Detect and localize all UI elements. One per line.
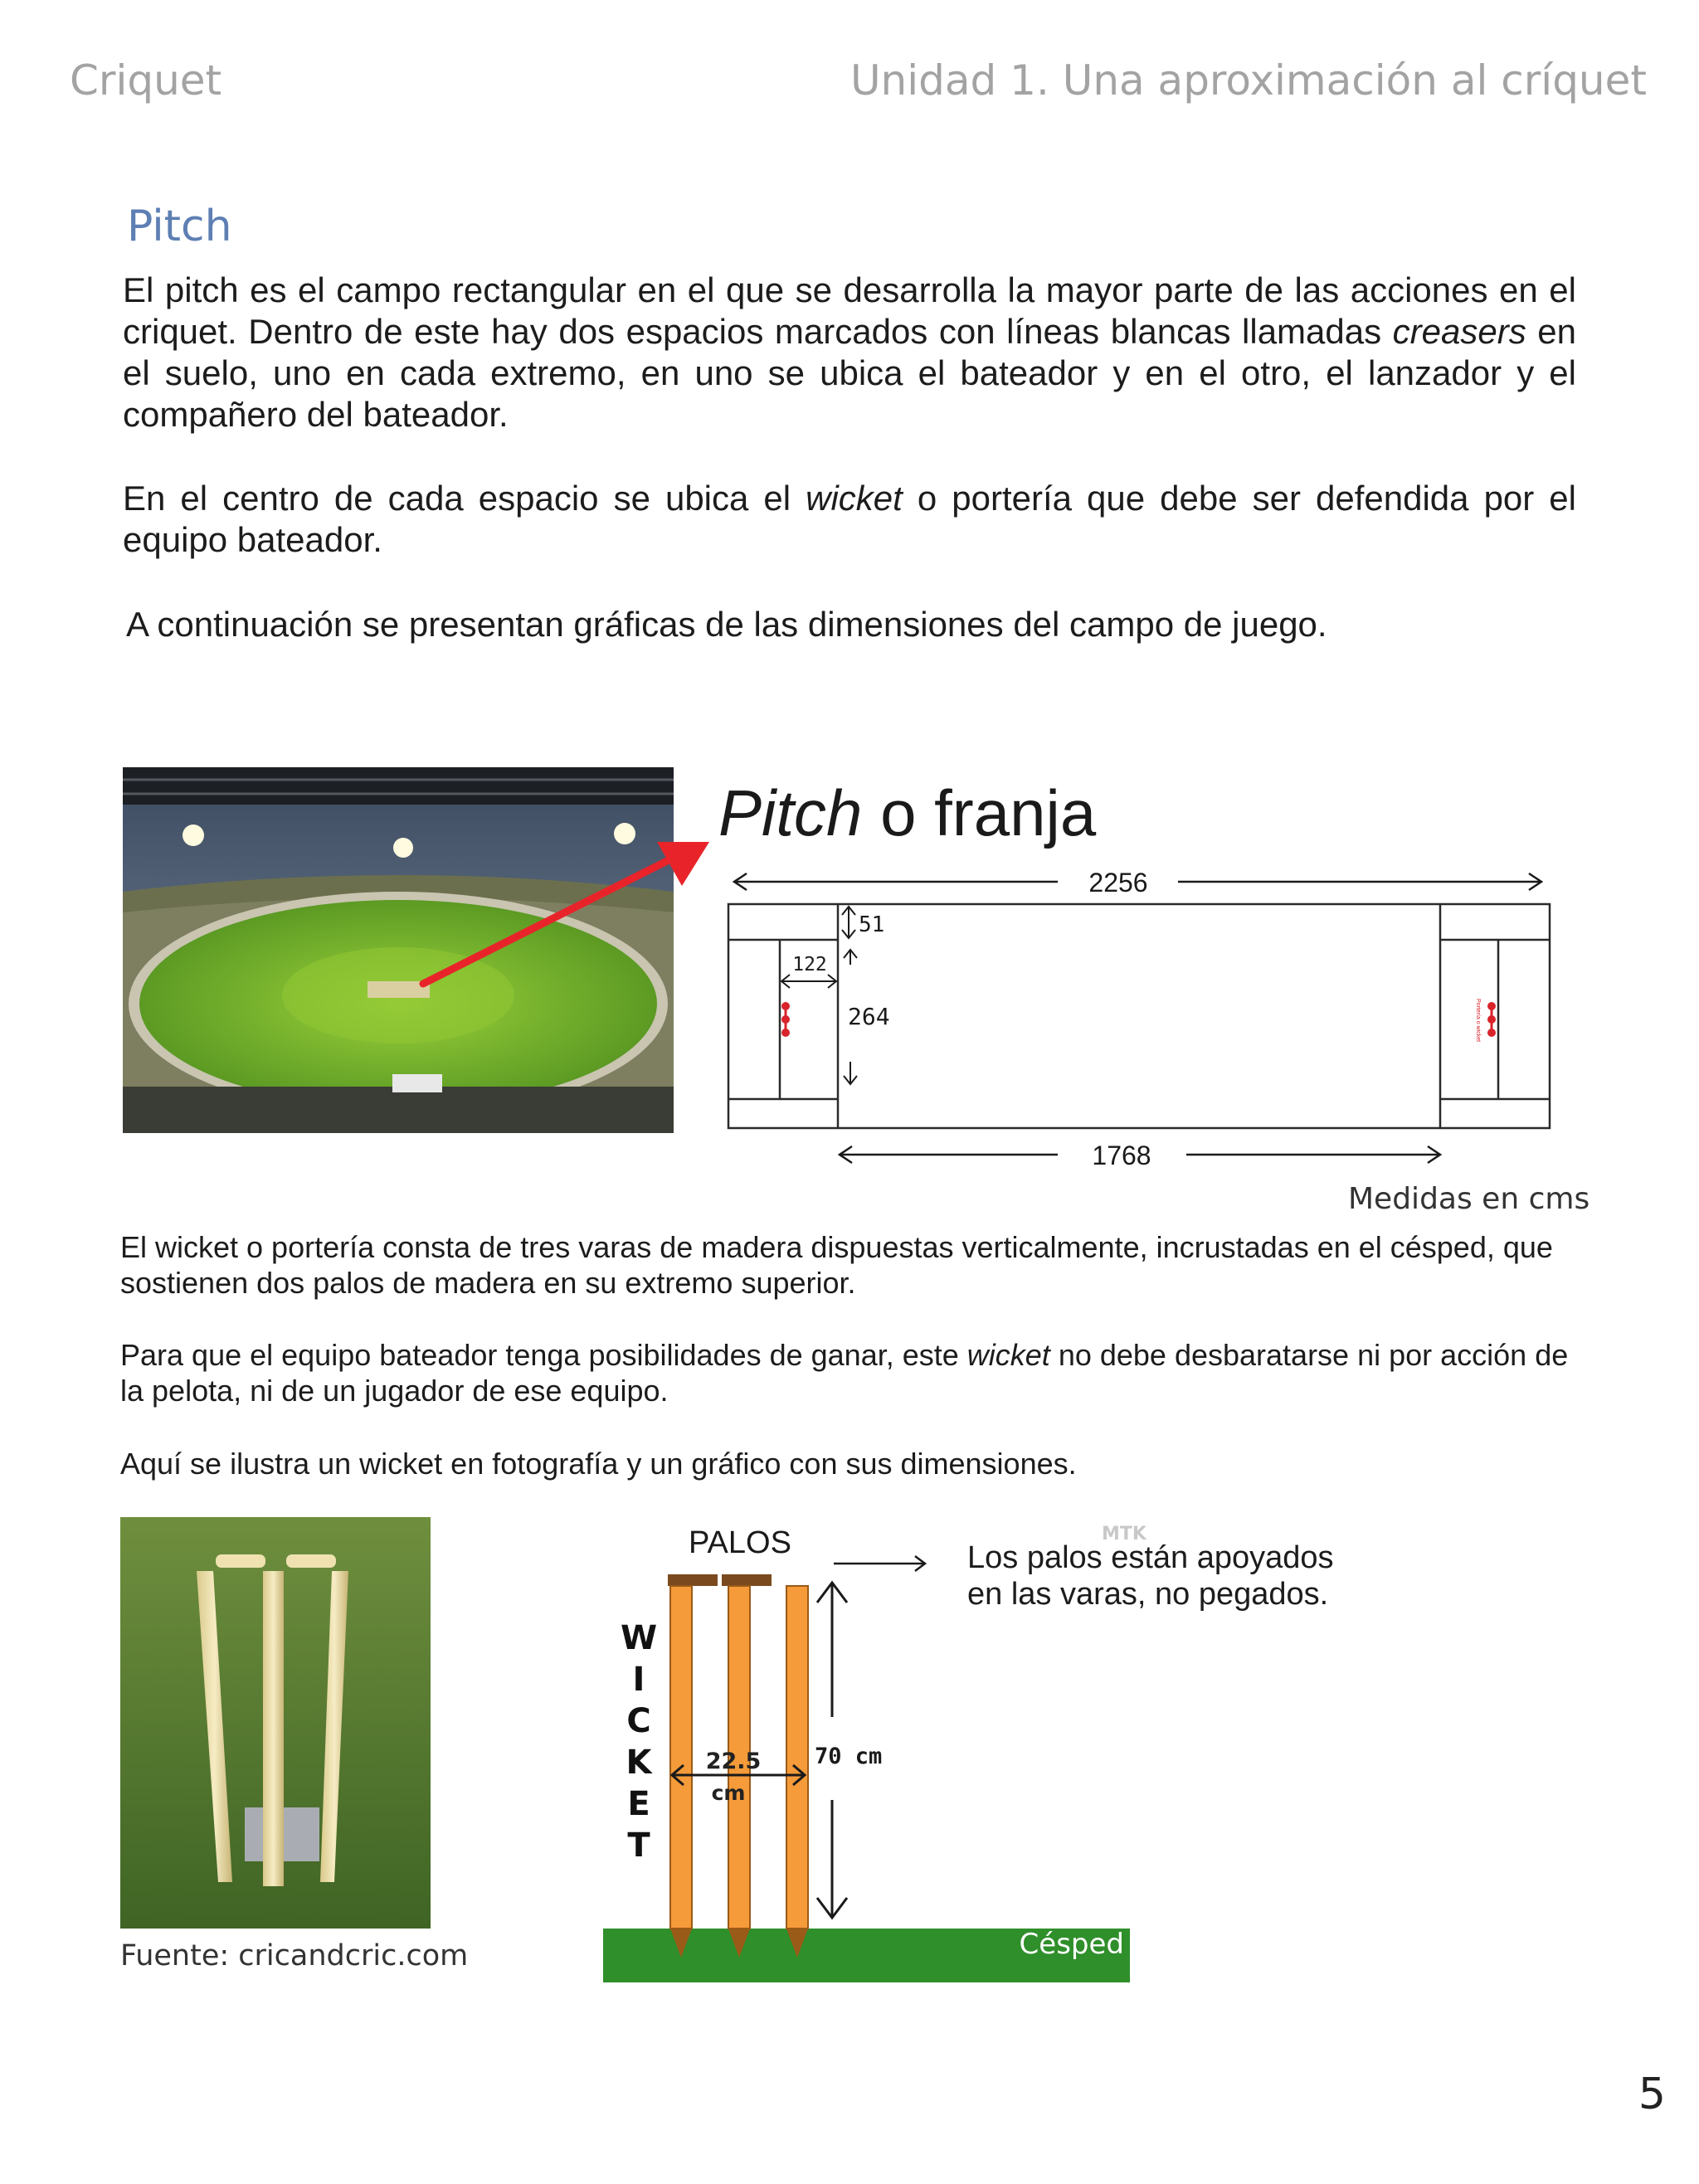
pointer-arrow	[415, 829, 722, 995]
page-number: 5	[1638, 2070, 1666, 2119]
paragraph-text: En el centro de cada espacio se ubica el	[123, 479, 806, 518]
paragraph-text: no debe desbaratarse ni por acción de la pelota, ni de un jugador de ese equipo.	[120, 1338, 1569, 1408]
wicket-photo	[120, 1517, 431, 1929]
palos-note-line: en las varas, no pegados.	[967, 1577, 1329, 1612]
emphasis-wicket: wicket	[966, 1338, 1050, 1372]
pitch-title-emphasis: Pitch	[718, 776, 863, 849]
palos-note-line: Los palos están apoyados	[967, 1540, 1334, 1575]
wicket-width-unit: cm	[711, 1781, 746, 1805]
pitch-dimensions-diagram	[722, 859, 1560, 1182]
photo-caption: Fuente: cricandcric.com	[120, 1939, 469, 1972]
bail-right	[722, 1574, 772, 1586]
paragraph-wicket-definition: El wicket o portería consta de tres varas de madera dispuestas verticalmente, incrustadas en el césped, que sostienen dos palos de madera en su extremo superior.	[120, 1230, 1553, 1300]
paragraph-pitch-definition	[123, 270, 1576, 435]
crease-offset-arrow	[842, 907, 855, 938]
paragraph-text: o portería que debe ser defendida por el equipo bateador.	[123, 479, 1576, 559]
bail-left	[668, 1574, 718, 1586]
units-note: Medidas en cms	[1348, 1182, 1590, 1216]
paragraph-intro-graphics: A continuación se presentan gráficas de las dimensiones del campo de juego.	[126, 605, 1327, 644]
wicket-letter: E	[627, 1785, 650, 1823]
paragraph-text: Para que el equipo bateador tenga posibilidades de ganar, este	[120, 1338, 967, 1372]
total-length-label: 2256	[1088, 868, 1148, 897]
crease-depth-arrow	[781, 975, 836, 988]
section-title: Pitch	[127, 202, 232, 251]
wicket-letter: K	[626, 1744, 652, 1782]
emphasis-creasers: creasers	[1392, 312, 1526, 351]
wicket-letter: C	[626, 1702, 651, 1740]
wicket-small-label: Portería o wicket	[1475, 998, 1481, 1043]
wicket-letter: I	[632, 1661, 645, 1699]
running-header-left: Criquet	[70, 56, 222, 105]
paragraph-illustration-intro: Aquí se ilustra un wicket en fotografía y un gráfico con sus dimensiones.	[120, 1447, 1077, 1481]
paragraph-text: El pitch es el campo rectangular en el que se desarrolla la mayor parte de las acciones en el criquet. Dentro de este hay dos espacios marcados con líneas blancas llamadas	[123, 270, 1576, 351]
paragraph-wicket-rule	[120, 1337, 1585, 1408]
wicket-photo-illustration	[120, 1517, 431, 1929]
palos-label: PALOS	[689, 1525, 791, 1560]
pitch-diagram-title	[718, 776, 1096, 851]
pitch-title-rest: o franja	[862, 776, 1097, 849]
wicket-vertical-label	[621, 1619, 657, 1865]
wicket-letter: W	[620, 1619, 658, 1657]
right-wicket-marker	[1487, 1002, 1496, 1037]
palos-arrow	[834, 1556, 925, 1571]
wicket-width-value: 22.5	[705, 1749, 762, 1774]
left-wicket-marker	[781, 1002, 790, 1037]
wicket-height-label: 70 cm	[815, 1744, 883, 1769]
crease-offset-label: 51	[859, 912, 885, 937]
emphasis-wicket: wicket	[806, 479, 903, 518]
running-header-right: Unidad 1. Una aproximación al críquet	[850, 56, 1647, 105]
grass-label: Césped	[1019, 1928, 1124, 1961]
watermark: MTK	[1102, 1524, 1146, 1544]
palos-note	[967, 1540, 1334, 1612]
between-creases-label: 1768	[1092, 1141, 1151, 1170]
paragraph-text: en el suelo, uno en cada extremo, en uno se ubica el bateador y en el otro, el lanzador y el compañero del bateador.	[123, 312, 1576, 434]
crease-width-label: 264	[848, 1003, 890, 1030]
paragraph-wicket-location	[123, 478, 1576, 561]
crease-depth-label: 122	[792, 954, 827, 975]
wicket-letter: T	[627, 1826, 650, 1865]
